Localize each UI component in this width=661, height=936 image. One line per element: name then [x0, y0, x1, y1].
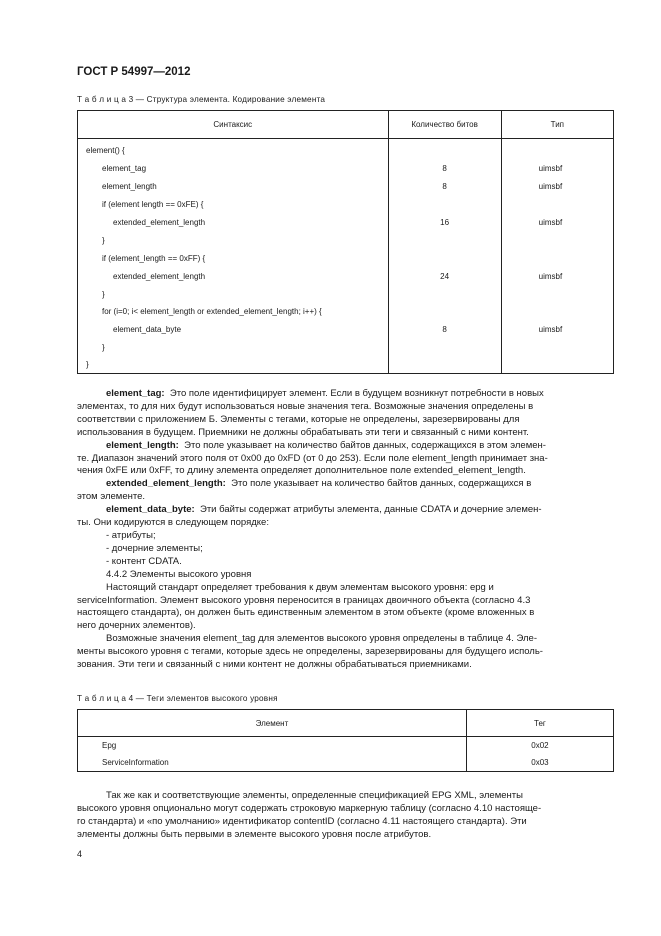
document-code: ГОСТ Р 54997—2012 [77, 66, 191, 78]
type-cell: uimsbf [501, 214, 613, 232]
type-cell: uimsbf [501, 321, 613, 339]
paragraph-element-data-byte: element_data_byte: Эти байты содержат атрибуты элемента, данные CDATA и дочерние элемен- [106, 504, 542, 516]
type-cell [501, 339, 613, 357]
syntax-cell: } [78, 339, 389, 357]
table-row [78, 737, 614, 755]
type-cell [501, 285, 613, 303]
type-cell [501, 139, 613, 160]
syntax-cell: extended_element_length [78, 267, 389, 285]
syntax-cell: } [78, 285, 389, 303]
type-cell: uimsbf [501, 178, 613, 196]
paragraph-extended-element-length: extended_element_length: Это поле указывает на количество байтов данных, содержащихся в [106, 478, 532, 490]
type-cell [501, 249, 613, 267]
bits-cell: 24 [388, 267, 501, 285]
type-cell [501, 231, 613, 249]
bits-cell: 8 [388, 321, 501, 339]
tag-cell: 0x03 [466, 754, 613, 772]
paragraph-element-tag: element_tag: Это поле идентифицирует элемент. Если в будущем возникнут потребности в новых [106, 388, 544, 399]
syntax-cell: element_data_byte [78, 321, 389, 339]
syntax-cell: } [78, 357, 389, 374]
syntax-cell: if (element_length == 0xFF) { [78, 249, 389, 267]
bits-cell: 8 [388, 178, 501, 196]
term-element-data-byte: element_data_byte: [106, 504, 195, 516]
table-row [78, 160, 614, 178]
bits-cell [388, 357, 501, 374]
bits-cell [388, 139, 501, 160]
paragraph-element-tag-values: Возможные значения element_tag для элементов высокого уровня определены в таблице 4. Эле- [106, 633, 537, 645]
type-cell: uimsbf [501, 160, 613, 178]
table4-high-level-tags [77, 709, 614, 772]
paragraph-element-length: element_length: Это поле указывает на количество байтов данных, содержащихся в этом элемен- [106, 439, 546, 451]
bits-cell [388, 339, 501, 357]
table-row [78, 267, 614, 285]
tag-cell: 0x02 [466, 737, 613, 755]
syntax-cell: for (i=0; i< element_length or extended_element_length; i++) { [78, 303, 389, 321]
table-row [78, 178, 614, 196]
bits-cell [388, 196, 501, 214]
syntax-cell: if (element length == 0xFE) { [78, 196, 389, 214]
element-cell: Epg [78, 737, 467, 755]
table4-caption-title: 4 — Теги элементов высокого уровня [126, 694, 278, 703]
list-item: - дочерние элементы; [106, 542, 203, 554]
type-cell [501, 303, 613, 321]
bits-cell [388, 285, 501, 303]
list-item: - контент CDATA. [106, 555, 182, 567]
paragraph-high-level-elements: Настоящий стандарт определяет требования к двум элементам высокого уровня: epg и [106, 581, 494, 593]
bits-cell [388, 249, 501, 267]
table3-caption-title: 3 — Структура элемента. Кодирование элемента [126, 95, 326, 104]
table-row [78, 285, 614, 303]
table-row [78, 249, 614, 267]
table-row [78, 754, 614, 772]
table-row [78, 339, 614, 357]
term-element-length: element_length: [106, 439, 179, 451]
table3-caption [77, 95, 325, 104]
term-element-tag: element_tag: [106, 388, 165, 399]
col-element: Элемент [78, 710, 467, 737]
syntax-cell: element_length [78, 178, 389, 196]
col-tag: Тег [466, 710, 613, 737]
table-row [78, 231, 614, 249]
col-bits: Количество битов [388, 111, 501, 139]
type-cell: uimsbf [501, 267, 613, 285]
syntax-cell: } [78, 231, 389, 249]
element-cell: ServiceInformation [78, 754, 467, 772]
syntax-cell: element() { [78, 139, 389, 160]
bits-cell [388, 231, 501, 249]
syntax-cell: element_tag [78, 160, 389, 178]
table-row [78, 214, 614, 232]
bits-cell: 16 [388, 214, 501, 232]
list-item: - атрибуты; [106, 529, 156, 541]
table4-caption-prefix: Т а б л и ц а [77, 694, 127, 703]
type-cell [501, 196, 613, 214]
table3-header-row [78, 111, 614, 139]
term-extended-element-length: extended_element_length: [106, 478, 226, 490]
page-number: 4 [77, 849, 83, 859]
body-paragraphs: element_tag: Это поле идентифицирует элемент. Если в будущем возникнут потребности в новых элементах, то для них будут использоваться новые значения тега. Возможные значения определены в соответствии с приложением Б. Элементы с тегами, которые не определены, зарезервированы для использования в будущем. Приемники не должны обрабатывать эти теги и связанный с ними контент. element_length: Это поле указывает на количество байтов данных, содержащихся в этом элемен- те. Диапазон значений этого поля от 0x00 до 0xFD (от 0 до 253). Если поле element_length принимает зна- чения 0xFE или 0xFF, то длину элемента определяет дополнительное поле extended_element_length. extended_element_length: Это поле указывает на количество байтов данных, содержащихся в этом элементе. element_data_byte: Эти байты содержат атрибуты элемента, данные CDATA и дочерние элемен- ты. Они кодируются в следующем порядке: - атрибуты; - дочерние элементы; - контент CDATA. 4.4.2 Элементы высокого уровня Настоящий стандарт определяет требования к двум элементам высокого уровня: epg и serviceInformation. Элемент высокого уровня переносится в границах двоичного объекта (согласно 4.3 настоящего стандарта), он должен быть единственным элементом в этом объекте (кроме вложенных в него дочерних элементов). Возможные значения element_tag для элементов высокого уровня определены в таблице 4. Эле- менты высокого уровня с тегами, которые здесь не определены, зарезервированы для будущего исполь- зования. Эти теги и связанный с ними контент не должны обрабатываться приемниками. [77, 388, 614, 672]
table4-caption [77, 694, 278, 703]
table-row [78, 196, 614, 214]
table-row [78, 321, 614, 339]
table3-caption-prefix: Т а б л и ц а [77, 95, 127, 104]
table4-header-row [78, 710, 614, 737]
bits-cell: 8 [388, 160, 501, 178]
section-heading: 4.4.2 Элементы высокого уровня [106, 568, 252, 580]
closing-paragraph: Так же как и соответствующие элементы, определенные спецификацией EPG XML, элементы высокого уровня опционально могут содержать строковую маркерную таблицу (согласно 4.10 настояще- го стандарта) и «по умолчанию» идентификатор contentID (согласно 4.11 настоящего стандарта). Эти элементы должны быть первыми в элементе высокого уровня после атрибутов. [77, 790, 542, 840]
col-type: Тип [501, 111, 613, 139]
table3-element-structure [77, 110, 614, 374]
bits-cell [388, 303, 501, 321]
col-syntax: Синтаксис [78, 111, 389, 139]
table-row [78, 139, 614, 160]
table-row [78, 357, 614, 374]
syntax-cell: extended_element_length [78, 214, 389, 232]
type-cell [501, 357, 613, 374]
table-row [78, 303, 614, 321]
